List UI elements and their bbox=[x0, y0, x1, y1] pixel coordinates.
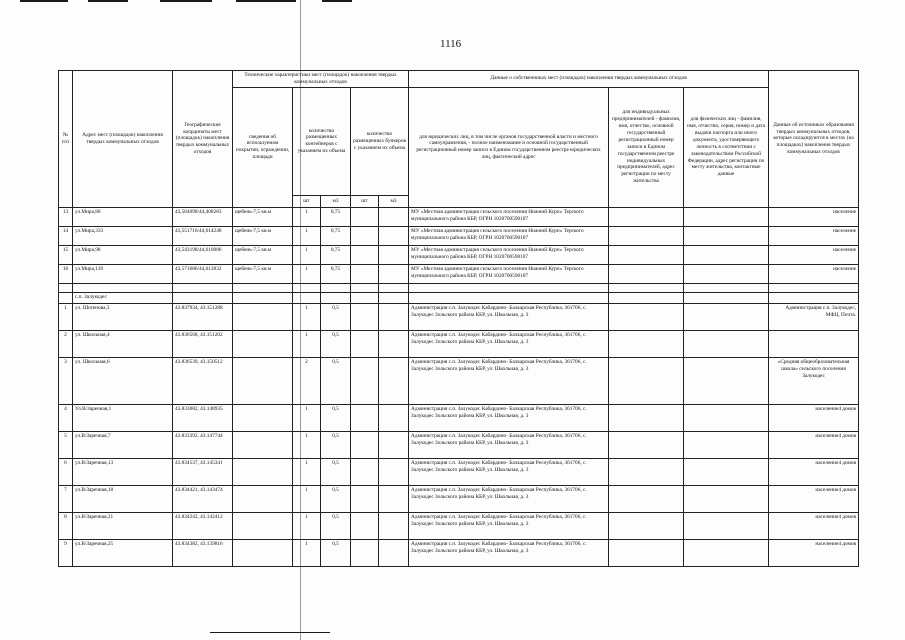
header-unit-m3: м3 bbox=[379, 195, 409, 207]
header-address: Адрес мест (площадок) накопления твердых коммунальных отходов bbox=[73, 71, 173, 208]
header-num: № п/п bbox=[59, 71, 73, 208]
table-row: 8 ул.В/Заречная,21 43.834242, 43.142412 1 0,5 Администрация с.п. Залукодес Кабардино- Балкарская Республика, 361706, с. Залукодес Зольского района КБР, ул. Школьная, д. 3 население4 домов bbox=[59, 512, 859, 539]
header-unit-sht: шт bbox=[351, 195, 379, 207]
section-title: с.п. Залукодес bbox=[73, 292, 173, 303]
scan-artifact-bottom bbox=[210, 632, 330, 633]
scan-artifact-top-2 bbox=[88, 0, 128, 2]
table-row: 14 ул.Мира,333 43,551716/44,614248 щебень-7,5 кв.м 1 0,75 МУ «Местная администрация сельского поселения Нижний Курп» Терского муниципального района КБР, ОГРН 1020700590107 население bbox=[59, 226, 859, 245]
table-row: 2 ул. Школьная,4 43.836568, 43.151202 1 0,5 Администрация с.п. Залукодес Кабардино- Балкарская Республика, 361706, с. Залукодес Зольского района КБР, ул. Школьная, д. 3 bbox=[59, 330, 859, 357]
table-row: 5 ул.В/Заречная,7 43.833392, 43.147744 1 0,5 Администрация с.п. Залукодес Кабардино- Балкарская Республика, 361706, с. Залукодес Зольского района КБР, ул. Школьная, д. 3 население4 домов bbox=[59, 431, 859, 458]
table-row: 16 ул.Мира,139 43,571686/44,612832 щебень-7,5 кв.м 1 0,75 МУ «Местная администрация сельского поселения Нижний Курп» Терского муниципального района КБР, ОГРН 1020700590107 население bbox=[59, 264, 859, 283]
table-row: 7 ул.В/Заречная,18 43.834421, 43.143474 1 0,5 Администрация с.п. Залукодес Кабардино- Балкарская Республика, 361706, с. Залукодес Зольского района КБР, ул. Школьная, д. 3 население4 домов bbox=[59, 485, 859, 512]
section-row bbox=[59, 292, 859, 303]
scan-artifact-top-3 bbox=[160, 0, 212, 2]
table-row: 15 ул.Мира,98 43,543198/44,610086 щебень-7,5 кв.м 1 0,75 МУ «Местная администрация сельского поселения Нижний Курп» Терского муниципального района КБР, ОГРН 1020700590107 население bbox=[59, 245, 859, 264]
table-row: 4 Ул.В/Заречная,1 43.833082, 43.148935 1 0,5 Администрация с.п. Залукодес Кабардино- Балкарская Республика, 361706, с. Залукодес Зольского района КБР, ул. Школьная, д. 3 население4 домов bbox=[59, 404, 859, 431]
header-owner: Данные о собственниках мест (площадок) накопления твердых коммунальных отходов bbox=[409, 71, 769, 88]
spacer-row bbox=[59, 283, 859, 292]
page-number: 1116 bbox=[440, 38, 462, 50]
waste-sites-register-table bbox=[58, 70, 859, 567]
table-row: 6 ул.В/Заречная,13 43.834537, 43.145341 1 0,5 Администрация с.п. Залукодес Кабардино- Балкарская Республика, 361706, с. Залукодес Зольского района КБР, ул. Школьная, д. 3 население4 домов bbox=[59, 458, 859, 485]
header-containers: количество размещенных контейнеров с указанием их объема bbox=[293, 87, 351, 195]
scan-artifact-top-4 bbox=[236, 0, 296, 2]
header-coords: Географические координаты мест (площадок) накопления твердых коммунальных отходов bbox=[173, 71, 233, 208]
header-legal: для юридических лиц, в том числе органов государственной власти и местного самоуправления, - полное наименование и основной государственный регистрационный номер записи в Едином государственном реестре юридических лиц, фактический адрес bbox=[409, 87, 609, 207]
header-sources: Данные об источниках образования твердых коммунальных отходов, которые складируются в местах (на площадках) накопления твердых коммунальных отходов bbox=[769, 71, 859, 208]
header-person: для физических лиц - фамилия, имя, отчество, серия, номер и дата выдачи паспорта или иного документа, удостоверяющего личность в соответствии с законодательством Российской Федерации, адрес регистрации по месту жительства, контактные данные bbox=[684, 87, 769, 207]
header-unit-sht: шт bbox=[293, 195, 321, 207]
table-row: 3 ул. Школьная,6 43.836539, 43.150512 2 0,5 Администрация с.п. Залукодес Кабардино- Балкарская Республика, 361706, с. Залукодес Зольского района КБР, ул. Школьная, д. 3 «Средняя общеобразовательная школа» сельского поселения Залукодес bbox=[59, 357, 859, 404]
scan-artifact-top-1 bbox=[20, 0, 68, 2]
scan-artifact-top-5 bbox=[322, 0, 352, 2]
table-row: 13 ул.Мира,86 43,564098/44,408283 щебень-7,5 кв.м 1 0,75 МУ «Местная администрация сельского поселения Нижний Курп» Терского муниципального района КБР, ОГРН 1020700590107 население bbox=[59, 207, 859, 226]
table-row: 1 ул. Шогенова,3 43.837934, 43.151288 1 0,5 Администрация с.п. Залукодес Кабардино- Балкарская Республика, 361706, с. Залукодес Зольского района КБР, ул. Школьная, д. 3 Администрация с.п. Залукодес, МФЦ, Почта. bbox=[59, 303, 859, 330]
header-bunkers: количество размещенных бункеров с указанием их объема bbox=[351, 87, 409, 195]
header-unit-m3: м3 bbox=[321, 195, 351, 207]
header-tech: Технические характеристики мест (площадок) накопления твердых коммунальных отходов bbox=[233, 71, 409, 88]
header-ip: для индивидуальных предпринимателей - фамилия, имя, отчество, основной государственный регистрационный номер записи в Едином государственном реестре индивидуальных предпринимателей, адрес регистрации по месту жительства bbox=[609, 87, 684, 207]
table-row: 9 ул.В/Заречная,25 43.834382, 43.139816 1 0,5 Администрация с.п. Залукодес Кабардино- Балкарская Республика, 361706, с. Залукодес Зольского района КБР, ул. Школьная, д. 3 население4 домов bbox=[59, 539, 859, 566]
header-surface: сведения об используемом покрытии, ограждении, площади bbox=[233, 87, 293, 207]
